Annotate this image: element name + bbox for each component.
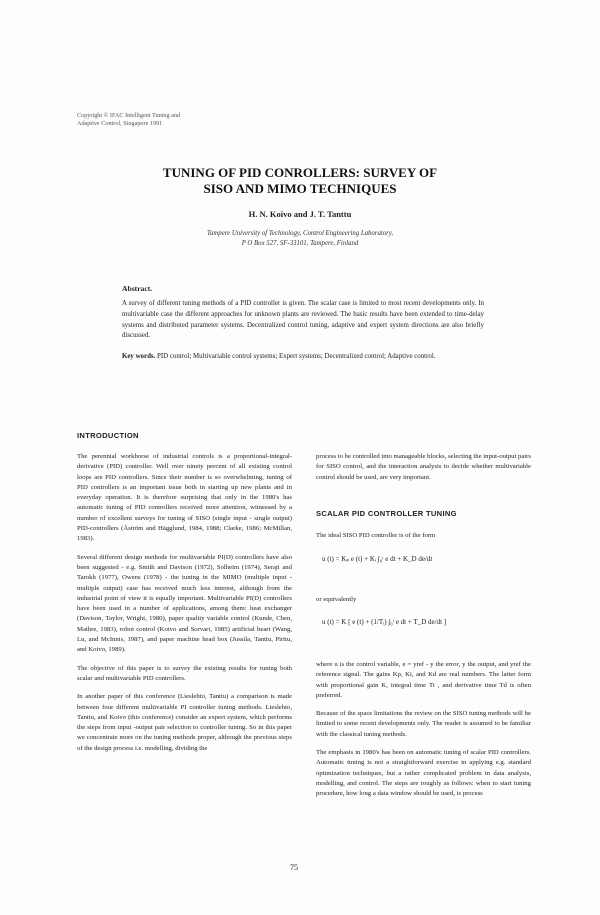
copyright-line-2: Adaptive Control, Singapore 1991 bbox=[77, 120, 163, 127]
scalar-paragraph-2: Because of the space limitations the review on the SISO tuning methods will be limited to some recent developments only. The reader is assumed to be familiar with the classical tuning methods. bbox=[316, 710, 531, 738]
section-heading-introduction: INTRODUCTION bbox=[77, 431, 139, 440]
keywords bbox=[122, 352, 484, 363]
right-top-paragraph: process to be controlled into manageable blocks, selecting the input-output pairs for SISO control, and the interaction analysis to decide whether multivariable control should be used, are very important. bbox=[316, 453, 531, 481]
affiliation bbox=[100, 229, 500, 249]
keywords-text: PID control; Multivariable control systems; Expert systems; Decentralized control; Adaptive control. bbox=[157, 353, 436, 360]
intro-paragraph-2: Several different design methods for multivariable PI(D) controllers have also been suggested - e.g. Smith and Davison (1972), Solheim (1974), Seraji and Tarokh (1977), Owens (1978) - the tuning in the MIMO (multiple input -multiple output) case has received much less interest, although from the industrial point of view it is equally important. Multivariable PI(D) controllers have been used in a number of applications, among them: heat exchanger (Davison, Taylor, Wright, 1980), paper quality variable control (Kunde, Chen, Mathre, 1983), robot control (Koivo and Sorvari, 1985) artificial heart (Wang, Lu, and McInnis, 1987), and paper machine head box (Jussila, Tanttu, Pirttu, and Koivo, 1989). bbox=[77, 553, 292, 654]
equivalently-text: or equivalently bbox=[316, 596, 357, 603]
copyright-line-1: Copyright © IFAC Intelligent Tuning and bbox=[77, 112, 181, 119]
authors: H. N. Koivo and J. T. Tanttu bbox=[248, 209, 352, 219]
keywords-label: Key words. bbox=[122, 353, 156, 360]
abstract-heading: Abstract. bbox=[122, 284, 153, 293]
scalar-paragraph-3: The emphasis in 1980's has been on automatic tuning of scalar PID controllers. Automatic tuning is not a straightforward exercise in applying e.g. standard optimization techniques, but a rather complicated problem in data analysis, modelling, and control. The steps are roughly as follows: when to start tuning procedure, how long a data window should be used, is process bbox=[316, 749, 531, 798]
definition-paragraph: where u is the control variable, e = yref - y the error, y the output, and yref the reference signal. The gains Kp, Ki, and Kd are real numbers. The latter form with proportional gain K, integral time Ti , and derivative time Td is often preferred. bbox=[316, 661, 531, 699]
intro-paragraph-1: The perennial workhorse of industrial controls is a proportional-integral-derivative (PID) controller. Well over ninety percent of all existing control loops are PID controllers. Since their number is so overwhelming, tuning of PID controllers is an important issue both in starting up new plants and in everyday operation. It is therefore surprising that only in the 1980's has automatic tuning of PID controllers received more attention, witnessed by a number of excellent surveys for tuning of SISO (single input - single output) PID-controllers (Åström and Hägglund, 1984, 1988; Clarke, 1986; McMillan, 1983). bbox=[77, 453, 292, 543]
page-number: 75 bbox=[290, 863, 298, 872]
equation-2: u (t) = K [ e (t) + (1/Tᵢ) ∫₀ᵗ e dt + T_D de/dt ] bbox=[322, 618, 447, 626]
intro-paragraph-4: In another paper of this conference (Lieslehto, Tanttu) a comparison is made between four different multivariable PI controller tuning methods. Lieslehto, Tanttu, and Koivo (this conference) consider an expert system, which performs the steps from input -output pair selection to controller tuning. So in this paper we concentrate more on the tuning methods proper, although the previous steps of the design process i.e. modelling, dividing the bbox=[77, 693, 292, 752]
affiliation-line-1: Tampere University of Technology, Control Engineering Laboratory, bbox=[206, 230, 394, 237]
equation-intro: The ideal SISO PID controller is of the form bbox=[316, 532, 436, 539]
section-heading-scalar: SCALAR PID CONTROLLER TUNING bbox=[316, 509, 457, 518]
right-column-lower bbox=[316, 660, 531, 808]
left-column bbox=[77, 452, 292, 762]
abstract-text: A survey of different tuning methods of a PID controller is given. The scalar case is limited to most recent developments only. In multivariable case the different approaches for unknown plants are reviewed. The basic results have been extended to time-delay systems and distributed parameter systems. Decentralized control tuning, adaptive and expert system directions are also briefly discussed. bbox=[122, 300, 484, 340]
affiliation-line-2: P O Box 527, SF-33101, Tampere, Finland bbox=[241, 240, 359, 247]
title-line-1: TUNING OF PID CONROLLERS: SURVEY OF bbox=[162, 165, 438, 180]
copyright-notice bbox=[77, 112, 257, 128]
equation-1: u (t) = Kₚ e (t) + Kᵢ ∫₀ᵗ e dt + K_D de/dt bbox=[322, 555, 433, 563]
intro-paragraph-3: The objective of this paper is to survey the existing results for tuning both scalar and multivariable PID controllers. bbox=[77, 664, 292, 682]
paper-title bbox=[100, 165, 500, 197]
right-column-top bbox=[316, 452, 531, 491]
title-line-2: SISO AND MIMO TECHNIQUES bbox=[203, 181, 397, 196]
